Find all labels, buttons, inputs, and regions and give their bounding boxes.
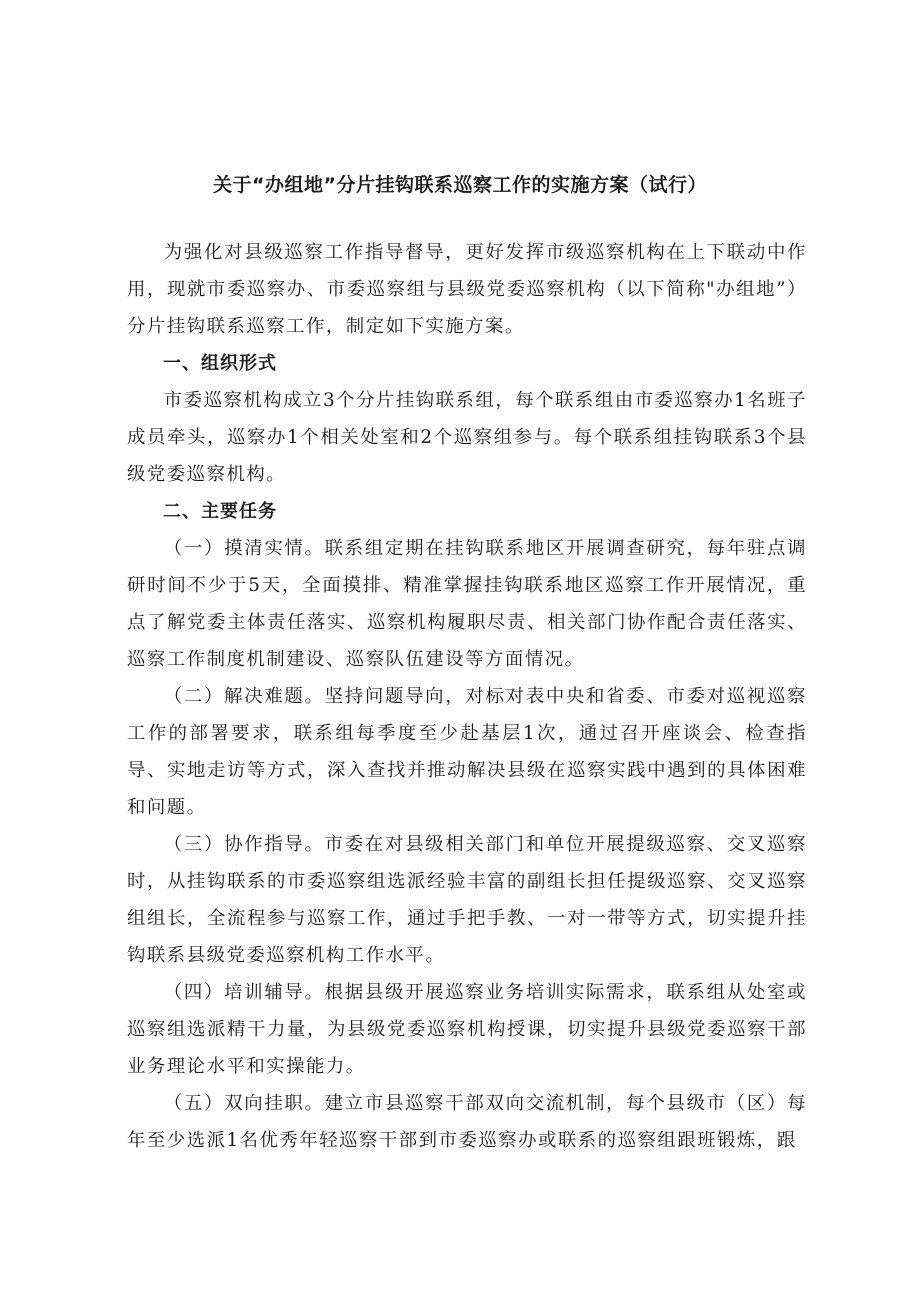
task-paragraph-4: （四）培训辅导。根据县级开展巡察业务培训实际需求，联系组从处室或巡察组选派精干力量，为县级党委巡察机构授课，切实提升县级党委巡察干部业务理论水平和实操能力。 (127, 982, 807, 1077)
task-paragraph-3: （三）协作指导。市委在对县级相关部门和单位开展提级巡察、交叉巡察时，从挂钩联系的市委巡察组选派经验丰富的副组长担任提级巡察、交叉巡察组组长，全流程参与巡察工作，通过手把手教、一对一带等方式，切实提升挂钩联系县级党委巡察机构工作水平。 (127, 834, 807, 966)
document-title: 关于“办组地”分片挂钩联系巡察工作的实施方案（试行） (213, 174, 707, 196)
intro-paragraph: 为强化对县级巡察工作指导督导，更好发挥市级巡察机构在上下联动中作用，现就市委巡察办、市委巡察组与县级党委巡察机构（以下简称"办组地”）分片挂钩联系巡察工作，制定如下实施方案。 (127, 242, 807, 337)
task-paragraph-2: （二）解决难题。坚持问题导向，对标对表中央和省委、市委对巡视巡察工作的部署要求，联系组每季度至少赴基层1次，通过召开座谈会、检查指导、实地走访等方式，深入查找并推动解决县级在巡察实践中遇到的具体困难和问题。 (127, 686, 807, 818)
document-body (127, 234, 807, 1159)
task-paragraph-1: （一）摸清实情。联系组定期在挂钩联系地区开展调查研究，每年驻点调研时间不少于5天，全面摸排、精准掌握挂钩联系地区巡察工作开展情况，重点了解党委主体责任落实、巡察机构履职尽责、相关部门协作配合责任落实、巡察工作制度机制建设、巡察队伍建设等方面情况。 (127, 538, 807, 670)
section-heading-tasks: 二、主要任务 (163, 501, 277, 522)
organization-paragraph: 市委巡察机构成立3个分片挂钩联系组，每个联系组由市委巡察办1名班子成员牵头，巡察办1个相关处室和2个巡察组参与。每个联系组挂钩联系3个县级党委巡察机构。 (127, 390, 807, 485)
task-paragraph-5: （五）双向挂职。建立市县巡察干部双向交流机制，每个县级市（区）每年至少选派1名优秀年轻巡察干部到市委巡察办或联系的巡察组跟班锻炼，跟 (127, 1093, 807, 1151)
section-heading-organization: 一、组织形式 (163, 353, 277, 374)
